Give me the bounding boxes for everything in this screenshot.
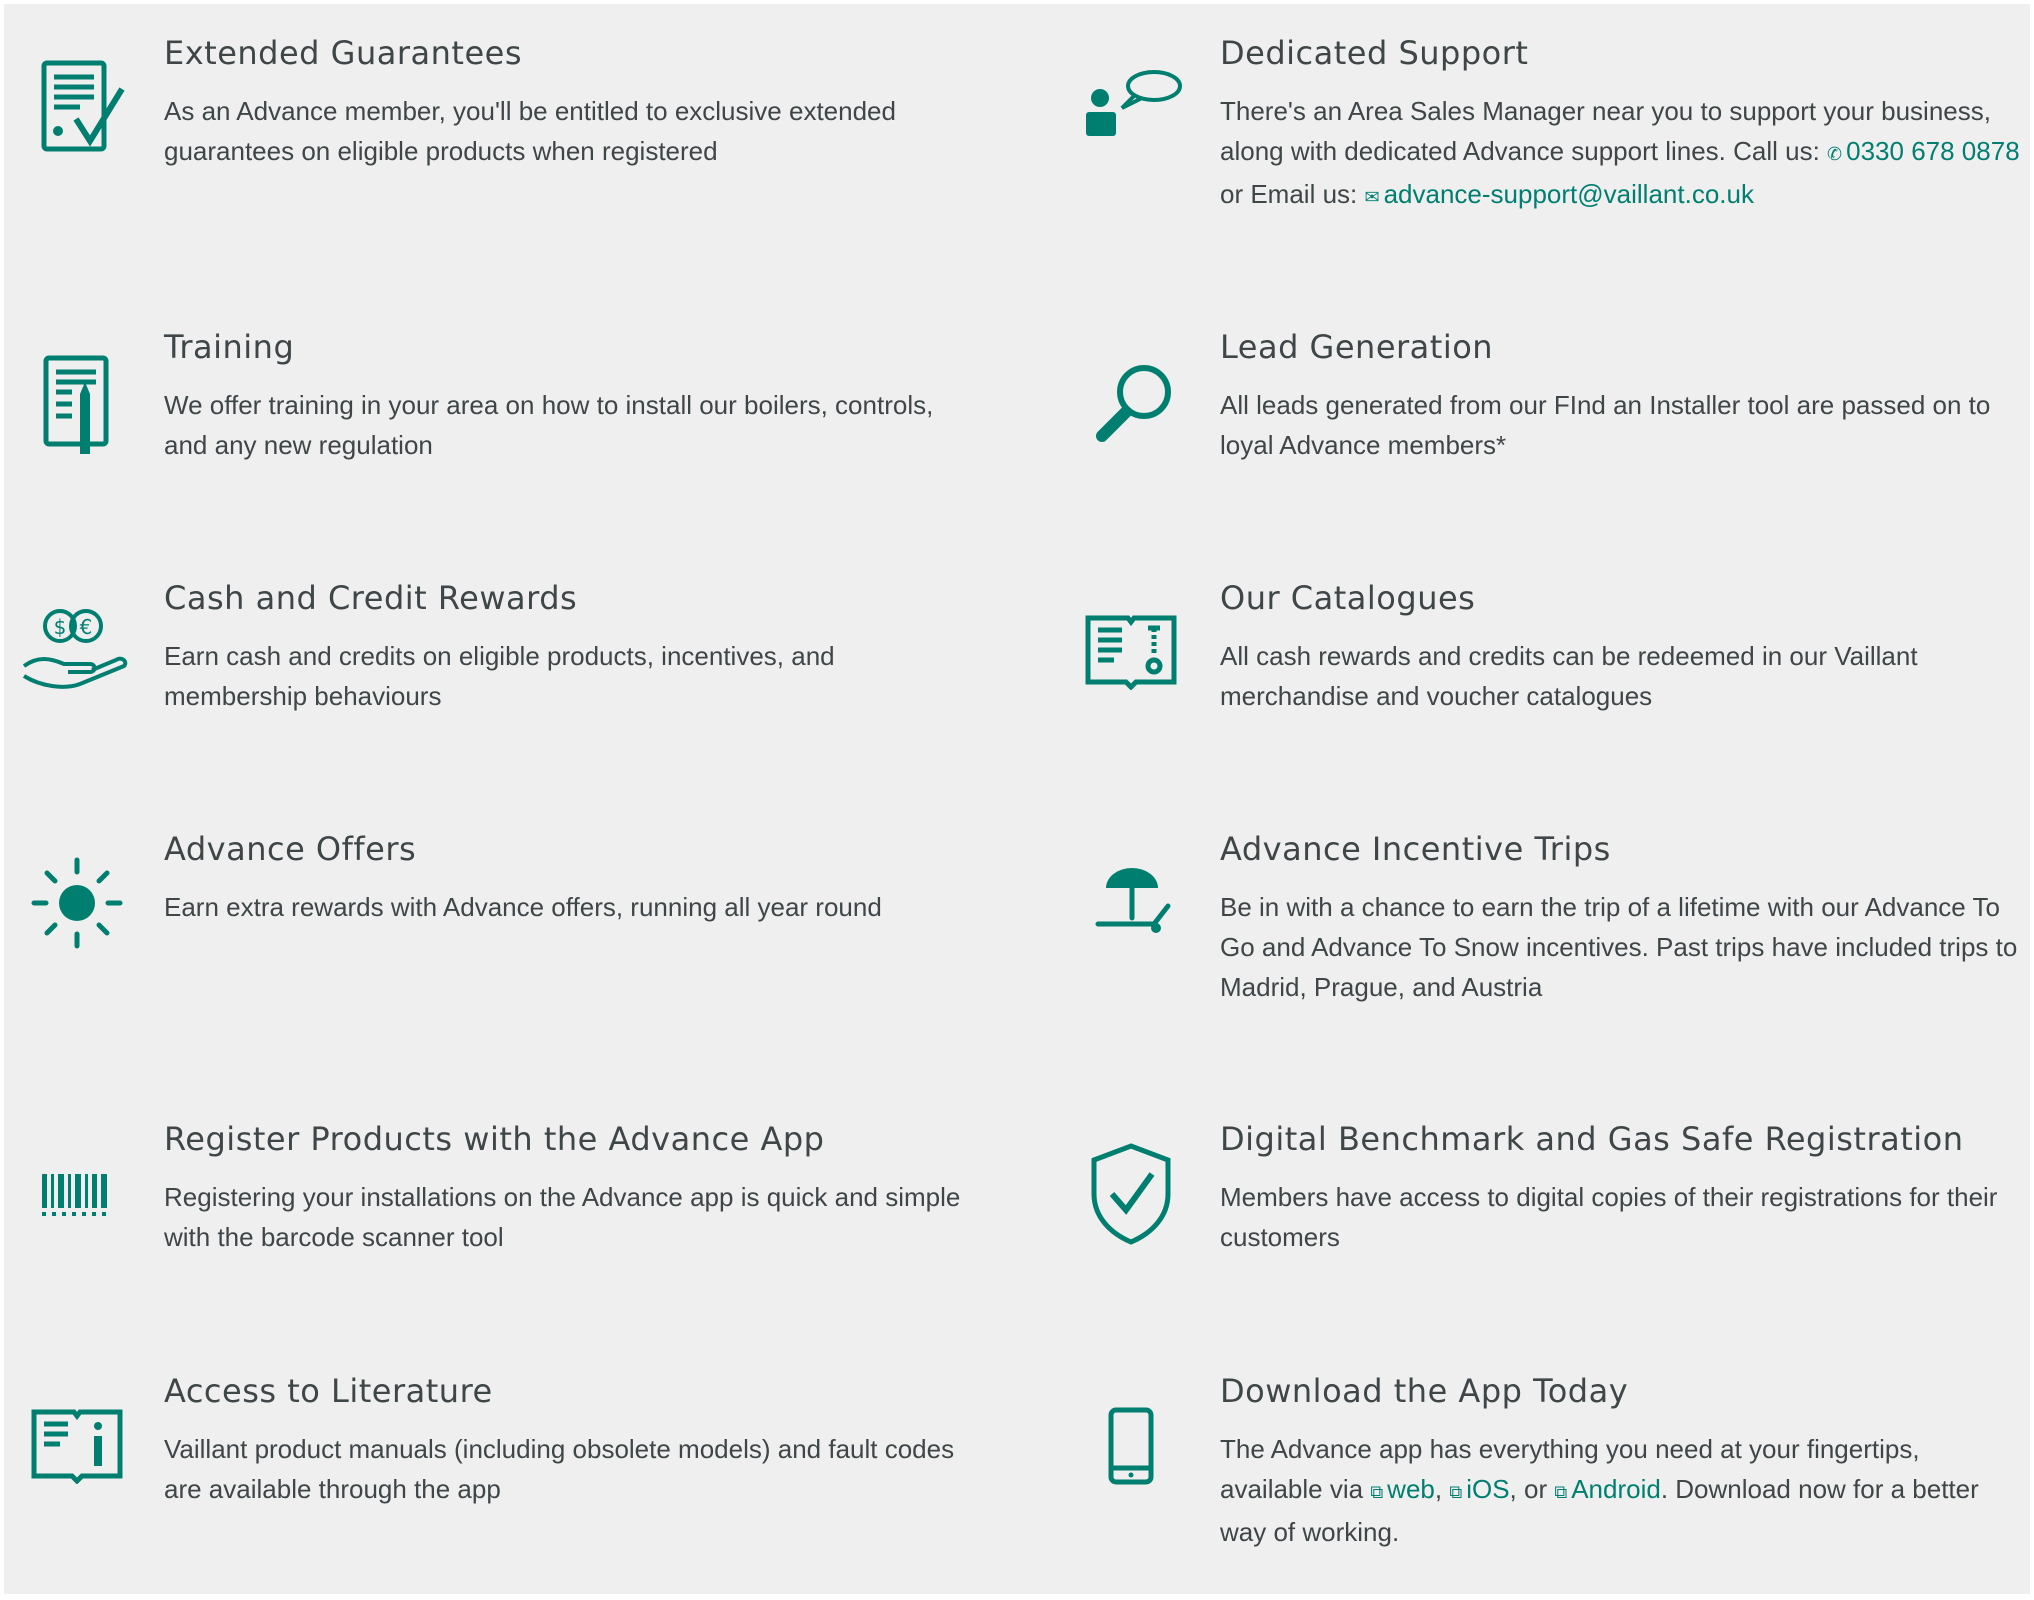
svg-text:$: $ [53, 615, 67, 639]
download-text: The Advance app has everything you need at your fingertips, available via [1220, 1434, 1920, 1504]
separator: , [1434, 1474, 1450, 1504]
benefit-description: Earn extra rewards with Advance offers, running all year round [164, 892, 882, 922]
external-link-icon: ⧉ [1449, 1482, 1463, 1502]
beach-umbrella-icon [1094, 866, 1178, 936]
external-link-icon: ⧉ [1370, 1482, 1384, 1502]
benefit-title: Lead Generation [1220, 328, 1494, 366]
catalogue-book-icon [1084, 610, 1178, 690]
phone-link[interactable]: 0330 678 0878 [1846, 136, 2020, 166]
benefit-description: As an Advance member, you'll be entitled to exclusive extended guarantees on eligible products when registered [164, 96, 896, 166]
phone-icon: ✆ [1827, 144, 1843, 164]
mobile-phone-icon [1106, 1406, 1156, 1486]
book-info-icon [30, 1404, 124, 1484]
ios-link[interactable]: iOS [1466, 1474, 1510, 1504]
hand-coins-icon [20, 604, 130, 694]
separator: , or [1509, 1474, 1555, 1504]
sun-icon [30, 856, 124, 950]
barcode-icon [40, 1172, 112, 1218]
email-icon: ✉ [1364, 187, 1380, 207]
benefit-description [1220, 91, 2020, 217]
support-text: There's an Area Sales Manager near you to support your business, along with dedicated Advance support lines. Call us: [1220, 96, 1991, 166]
benefit-title: Advance Incentive Trips [1220, 830, 1611, 868]
android-link[interactable]: Android [1571, 1474, 1661, 1504]
benefit-description: Earn cash and credits on eligible products, incentives, and membership behaviours [164, 641, 835, 711]
email-link[interactable]: advance-support@vaillant.co.uk [1383, 179, 1754, 209]
support-text: or Email us: [1220, 179, 1365, 209]
benefits-panel [4, 4, 2030, 1594]
benefit-title: Training [164, 328, 295, 366]
benefit-title: Digital Benchmark and Gas Safe Registration [1220, 1120, 1964, 1158]
benefit-description: Vaillant product manuals (including obsolete models) and fault codes are available through the app [164, 1434, 955, 1504]
benefit-title: Advance Offers [164, 830, 417, 868]
benefit-title: Access to Literature [164, 1372, 493, 1410]
benefit-title: Our Catalogues [1220, 579, 1476, 617]
external-link-icon: ⧉ [1554, 1482, 1568, 1502]
benefit-title: Cash and Credit Rewards [164, 579, 578, 617]
training-document-pen-icon [42, 354, 114, 464]
benefit-title: Register Products with the Advance App [164, 1120, 825, 1158]
benefit-title: Download the App Today [1220, 1372, 1629, 1410]
benefit-description [1220, 1429, 2020, 1552]
benefit-description: Members have access to digital copies of their registrations for their customers [1220, 1182, 1998, 1252]
shield-check-icon [1088, 1142, 1174, 1248]
benefit-description: All cash rewards and credits can be redeemed in our Vaillant merchandise and voucher catalogues [1220, 641, 1918, 711]
download-text: . Download now for a better way of working. [1220, 1474, 1979, 1547]
web-link[interactable]: web [1387, 1474, 1435, 1504]
benefit-description: All leads generated from our FInd an Installer tool are passed on to loyal Advance members* [1220, 390, 1991, 460]
benefit-description: Registering your installations on the Advance app is quick and simple with the barcode scanner tool [164, 1182, 961, 1252]
certificate-check-icon [40, 59, 126, 155]
magnifier-icon [1092, 360, 1178, 446]
benefit-description: Be in with a chance to earn the trip of a lifetime with our Advance To Go and Advance To Snow incentives. Past trips have included trips to Madrid, Prague, and Austria [1220, 892, 2018, 1002]
benefit-title: Dedicated Support [1220, 34, 1529, 72]
benefit-title: Extended Guarantees [164, 34, 522, 72]
svg-text:€: € [79, 615, 93, 639]
person-speech-bubble-icon [1082, 66, 1186, 146]
benefit-description: We offer training in your area on how to install our boilers, controls, and any new regulation [164, 390, 934, 460]
